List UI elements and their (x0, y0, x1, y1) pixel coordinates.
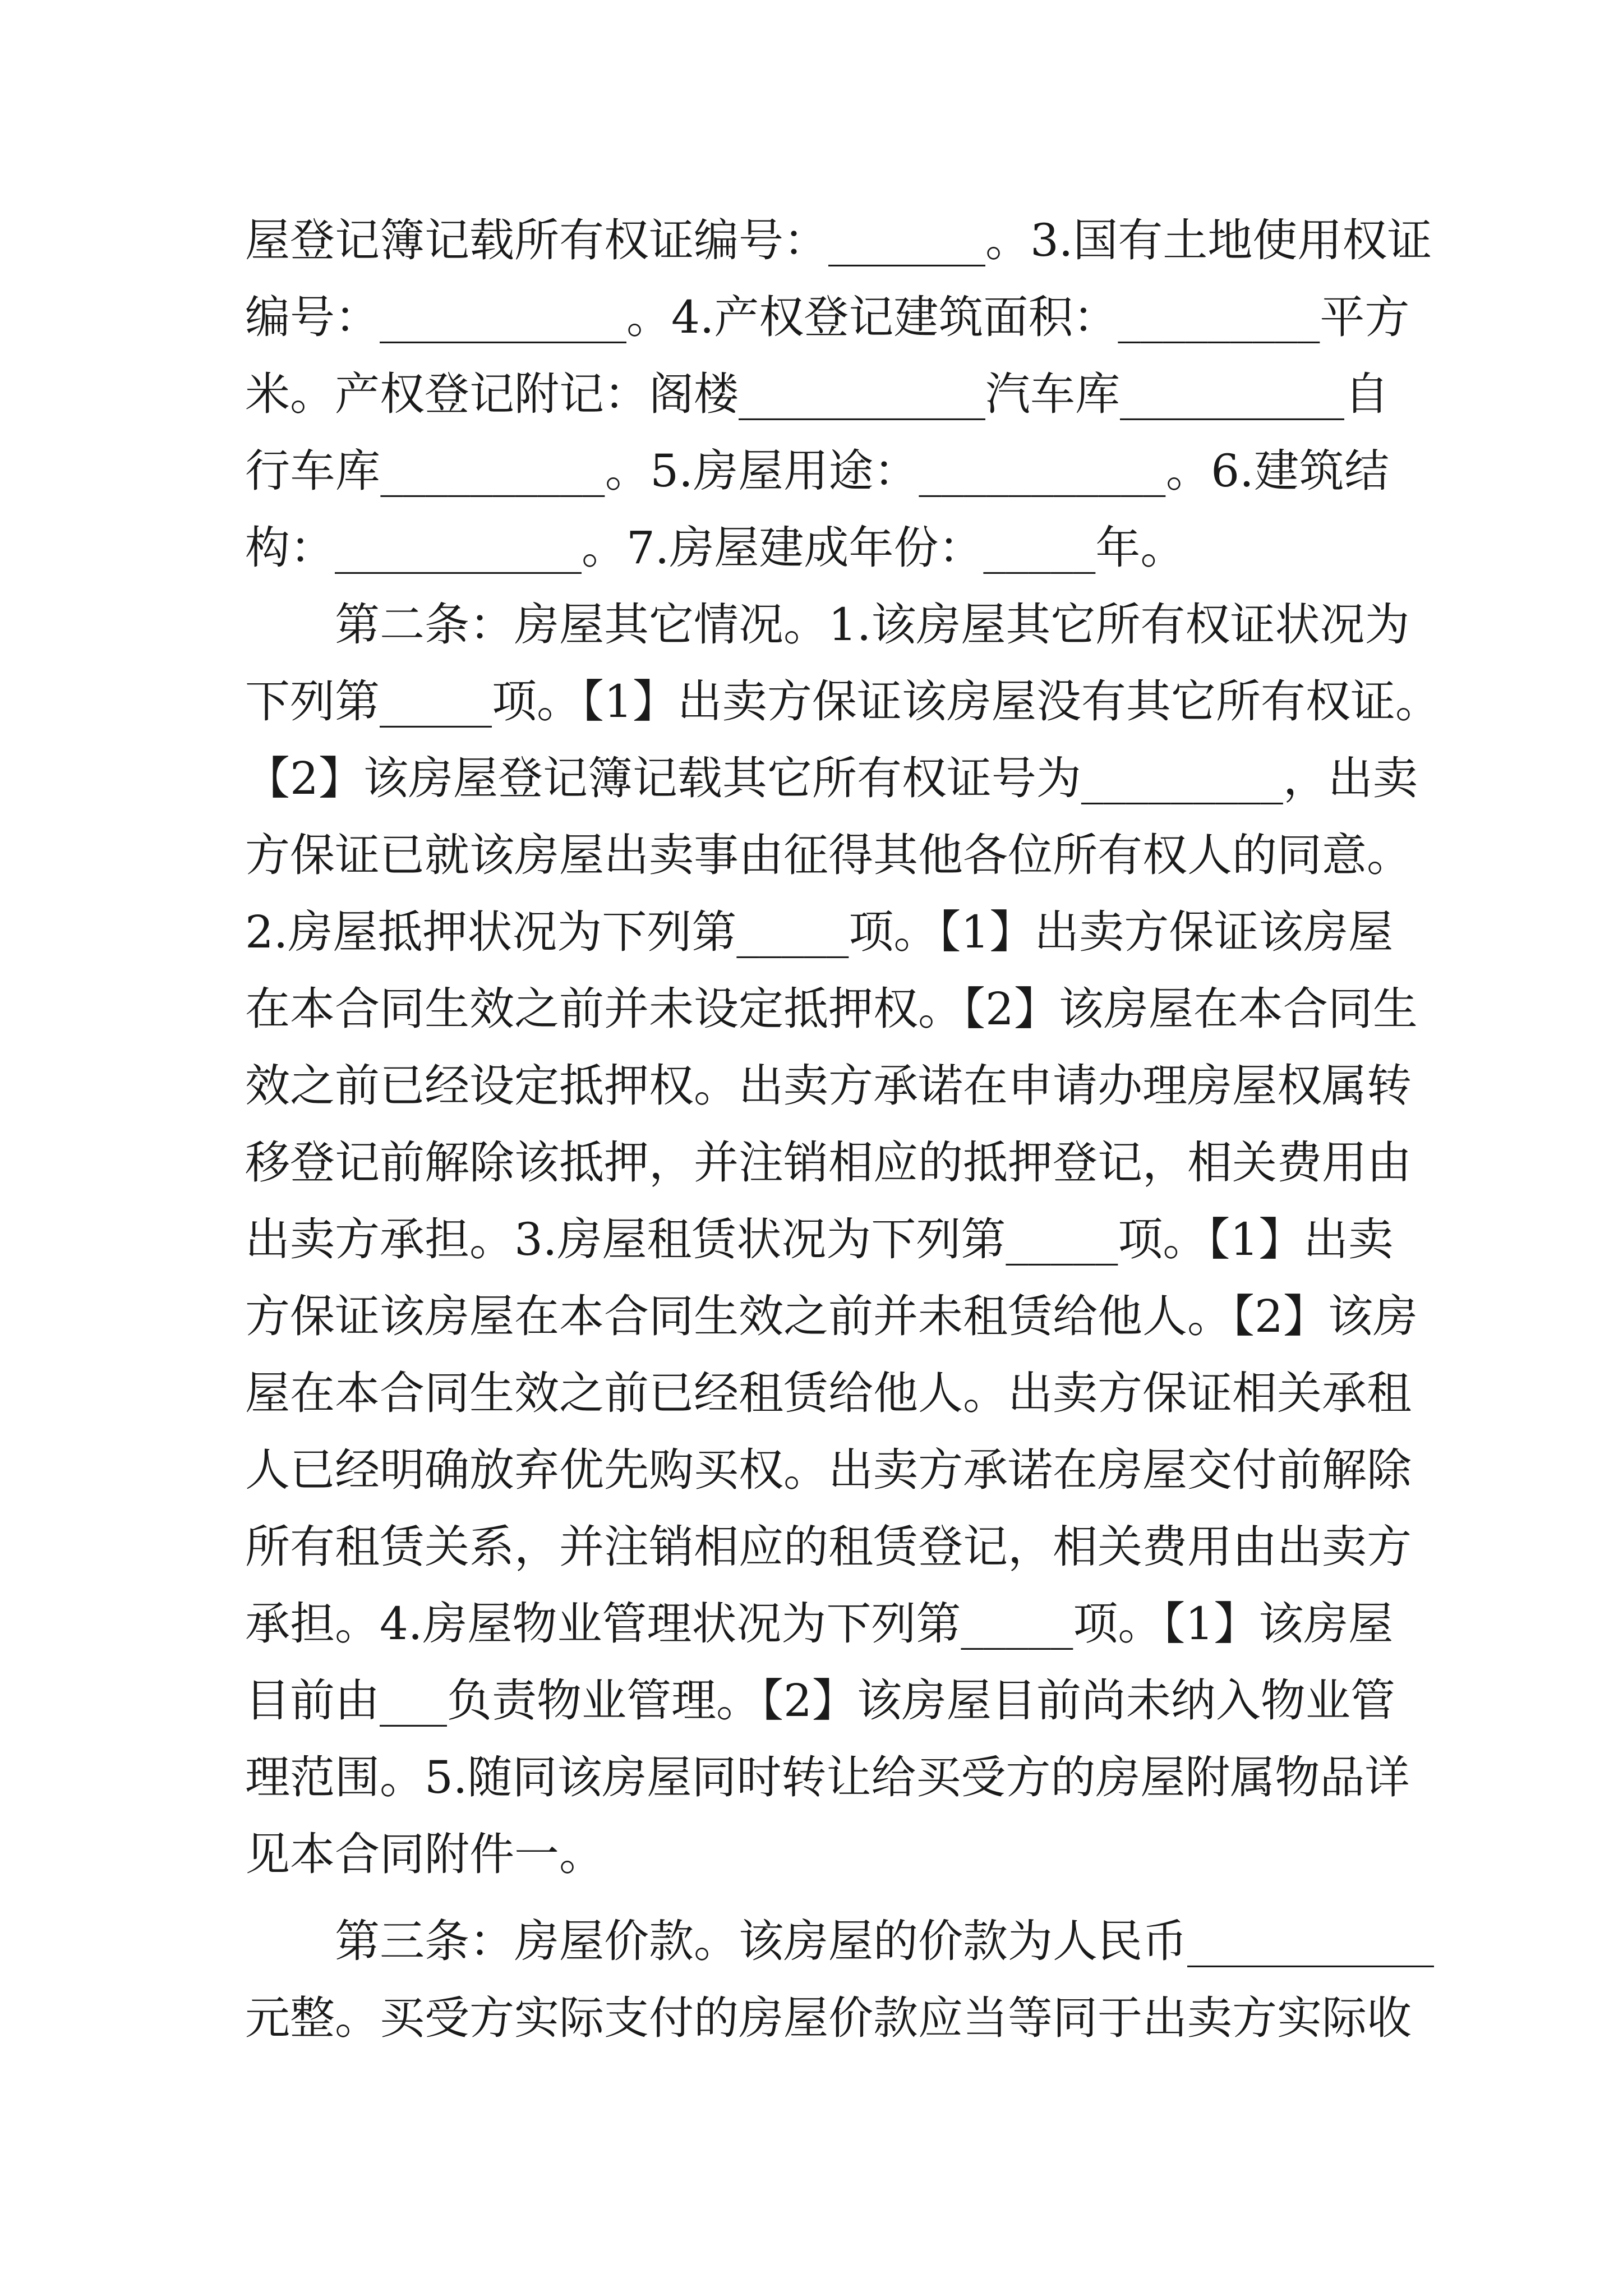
text-line: 方保证已就该房屋出卖事由征得其他各位所有权人的同意。 (245, 829, 1412, 881)
text-line: 屋登记簿记载所有权证编号：_______。3.国有土地使用权证 (245, 214, 1432, 266)
paragraph-gap (245, 1893, 1389, 1903)
article-three-heading-line: 第三条：房屋价款。该房屋的价款为人民币___________ (245, 1915, 1434, 1967)
text-line: 元整。买受方实际支付的房屋价款应当等同于出卖方实际收 (245, 1992, 1412, 2044)
text-line: 编号：___________。4.产权登记建筑面积：_________平方 (245, 291, 1410, 343)
text-line: 人已经明确放弃优先购买权。出卖方承诺在房屋交付前解除 (245, 1444, 1412, 1496)
text-line: 米。产权登记附记：阁楼___________汽车库__________自 (245, 368, 1389, 420)
text-line: 承担。4.房屋物业管理状况为下列第_____项。【1】该房屋 (245, 1598, 1394, 1650)
text-line: 所有租赁关系，并注销相应的租赁登记，相关费用由出卖方 (245, 1521, 1412, 1573)
text-line: 2.房屋抵押状况为下列第_____项。【1】出卖方保证该房屋 (245, 906, 1394, 958)
text-line: 目前由___负责物业管理。【2】该房屋目前尚未纳入物业管 (245, 1674, 1395, 1727)
text-line: 行车库__________。5.房屋用途：___________。6.建筑结 (245, 445, 1389, 497)
contract-body (245, 202, 1440, 2056)
text-line: 下列第_____项。【1】出卖方保证该房屋没有其它所有权证。 (245, 675, 1440, 728)
text-line: 构：___________。7.房屋建成年份：_____年。 (245, 522, 1186, 574)
text-line: 出卖方承担。3.房屋租赁状况为下列第_____项。【1】出卖 (245, 1213, 1394, 1266)
text-line: 移登记前解除该抵押，并注销相应的抵押登记，相关费用由 (245, 1137, 1412, 1189)
text-line: 效之前已经设定抵押权。出卖方承诺在申请办理房屋权属转 (245, 1060, 1412, 1112)
text-line: 理范围。5.随同该房屋同时转让给买受方的房屋附属物品详 (245, 1751, 1410, 1803)
text-line: 在本合同生效之前并未设定抵押权。【2】该房屋在本合同生 (245, 983, 1418, 1035)
text-line: 屋在本合同生效之前已经租赁给他人。出卖方保证相关承租 (245, 1367, 1412, 1419)
text-line: 方保证该房屋在本合同生效之前并未租赁给他人。【2】该房 (245, 1290, 1418, 1342)
article-two-heading-line: 第二条：房屋其它情况。1.该房屋其它所有权证状况为 (245, 599, 1410, 651)
text-line: 【2】该房屋登记簿记载其它所有权证号为_________，出卖 (245, 752, 1418, 804)
text-line: 见本合同附件一。 (245, 1828, 604, 1880)
